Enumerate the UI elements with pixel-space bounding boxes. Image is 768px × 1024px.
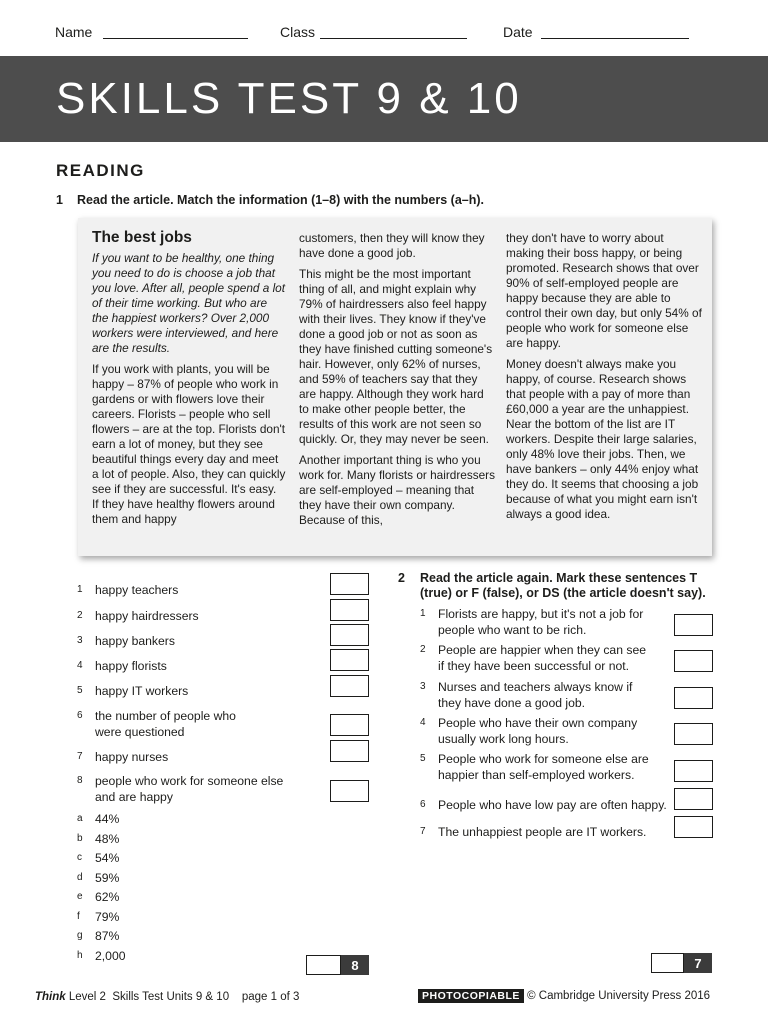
q2-score-box[interactable] [651, 953, 712, 973]
answer-box-q2-3[interactable] [674, 687, 713, 709]
answer-box-q2-2[interactable] [674, 650, 713, 672]
list-item: 3 happy bankers [77, 634, 175, 648]
answer-box-q1-5[interactable] [330, 675, 369, 697]
class-field[interactable] [320, 38, 467, 39]
answer-box-q1-6[interactable] [330, 714, 369, 736]
article-paragraph: Money doesn't always make you happy, of course. Research shows that people with a pay of more than £60,000 a year are the unhappiest. Near the bottom of the list are IT workers. Despite their large salaries, only 48% love their jobs. Then, we have bankers – only 44% enjoy what they do. It seems that choosing a job because of what you might earn isn't always a good idea. [506, 357, 699, 521]
answer-box-q2-1[interactable] [674, 614, 713, 636]
list-item: 5 People who work for someone else are happier than self-employed workers. [420, 752, 649, 782]
q1-score-box[interactable] [306, 955, 369, 975]
footer-book-info: Think Level 2 Skills Test Units 9 & 10 page 1 of 3 [35, 991, 300, 1003]
answer-box-q1-4[interactable] [330, 649, 369, 671]
article-paragraph: Another important thing is who you work for. Many florists or hairdressers are self-employed – meaning that they have their own company. Because of this, [299, 453, 496, 527]
photocopiable-badge: PHOTOCOPIABLE [418, 989, 524, 1003]
option-item: c 54% [77, 851, 120, 865]
list-item: 7 happy nurses [77, 750, 169, 764]
list-item: 4 happy florists [77, 659, 167, 673]
date-field[interactable] [541, 38, 689, 39]
article-paragraph: customers, then they will know they have done a good job. [299, 231, 485, 260]
article-column-1 [92, 230, 286, 533]
class-label: Class [280, 24, 316, 40]
answer-box-q2-7[interactable] [674, 816, 713, 838]
option-item: d 59% [77, 871, 120, 885]
q1-instruction: Read the article. Match the information (1–8) with the numbers (a–h). [77, 193, 485, 207]
list-item: 6 People who have low pay are often happy. [420, 798, 667, 812]
answer-box-q1-3[interactable] [330, 624, 369, 646]
answer-box-q1-8[interactable] [330, 780, 369, 802]
list-item: 5 happy IT workers [77, 684, 189, 698]
answer-box-q1-7[interactable] [330, 740, 369, 762]
section-title: READING [56, 161, 145, 180]
q2-score-total: 7 [684, 953, 712, 973]
list-item: 8 people who work for someone else and are happy [77, 774, 284, 804]
q2-number: 2 [398, 571, 405, 585]
article-paragraph: If you work with plants, you will be happy – 87% of people who work in gardens or with flowers love their careers. Florists – people who sell flowers – are at the top. Florists don't earn a lot of money, but they see beautiful things every day and meet a lot of people. Also, they can quickly see if they are successful. It's easy. If they have healthy flowers around them and happy [92, 362, 286, 526]
list-item: 6 the number of people who were questioned [77, 709, 236, 739]
answer-box-q1-1[interactable] [330, 573, 369, 595]
q1-number: 1 [56, 193, 63, 207]
list-item: 2 People are happier when they can see if they have been successful or not. [420, 643, 647, 673]
article-paragraph: This might be the most important thing of all, and might explain why 79% of hairdressers also feel happy with their lives. They know if they've done a good job or not as soon as they have finished cutting someone's hair. However, only 62% of nurses, and 59% of teachers say that they are happy. Although they work hard to make other people better, the results of this work are not seen so quickly. Or, they may never be seen. [299, 267, 493, 446]
option-item: g 87% [77, 929, 120, 943]
q2-instruction: Read the article again. Mark these sentences T (true) or F (false), or DS (the article doesn't say). [420, 571, 706, 600]
q1-score-input[interactable] [306, 955, 341, 975]
answer-box-q1-2[interactable] [330, 599, 369, 621]
article-column-2 [299, 231, 495, 534]
answer-box-q2-5[interactable] [674, 760, 713, 782]
list-item: 1 happy teachers [77, 583, 179, 597]
list-item: 3 Nurses and teachers always know if they have done a good job. [420, 680, 633, 710]
answer-box-q2-4[interactable] [674, 723, 713, 745]
option-item: e 62% [77, 890, 120, 904]
date-label: Date [503, 24, 533, 40]
q1-score-total: 8 [341, 955, 369, 975]
option-item: f 79% [77, 910, 120, 924]
list-item: 2 happy hairdressers [77, 609, 199, 623]
article-title: The best jobs [92, 229, 192, 246]
article-paragraph: they don't have to worry about making their boss happy, or being promoted. Research shows that over 90% of self-employed people are happy because they are able to control their own day, but only 54% of people who work for someone else are happy. [506, 231, 702, 350]
answer-box-q2-6[interactable] [674, 788, 713, 810]
copyright-text: © Cambridge University Press 2016 [527, 990, 711, 1002]
option-item: b 48% [77, 832, 120, 846]
name-field[interactable] [103, 38, 248, 39]
option-item: a 44% [77, 812, 120, 826]
article-intro: If you want to be healthy, one thing you need to do is choose a job that you love. After all, people spend a lot of their time working. But who are the happiest workers? Over 2,000 workers were interviewed, and here are the results. [92, 251, 286, 355]
list-item: 7 The unhappiest people are IT workers. [420, 825, 647, 839]
page-title: SKILLS TEST 9 & 10 [56, 74, 522, 123]
list-item: 4 People who have their own company usually work long hours. [420, 716, 638, 746]
footer-copyright [418, 990, 710, 1002]
article-column-3 [506, 231, 702, 528]
q2-score-input[interactable] [651, 953, 684, 973]
name-label: Name [55, 24, 93, 40]
list-item: 1 Florists are happy, but it's not a job for people who want to be rich. [420, 607, 644, 637]
option-item: h 2,000 [77, 949, 126, 963]
